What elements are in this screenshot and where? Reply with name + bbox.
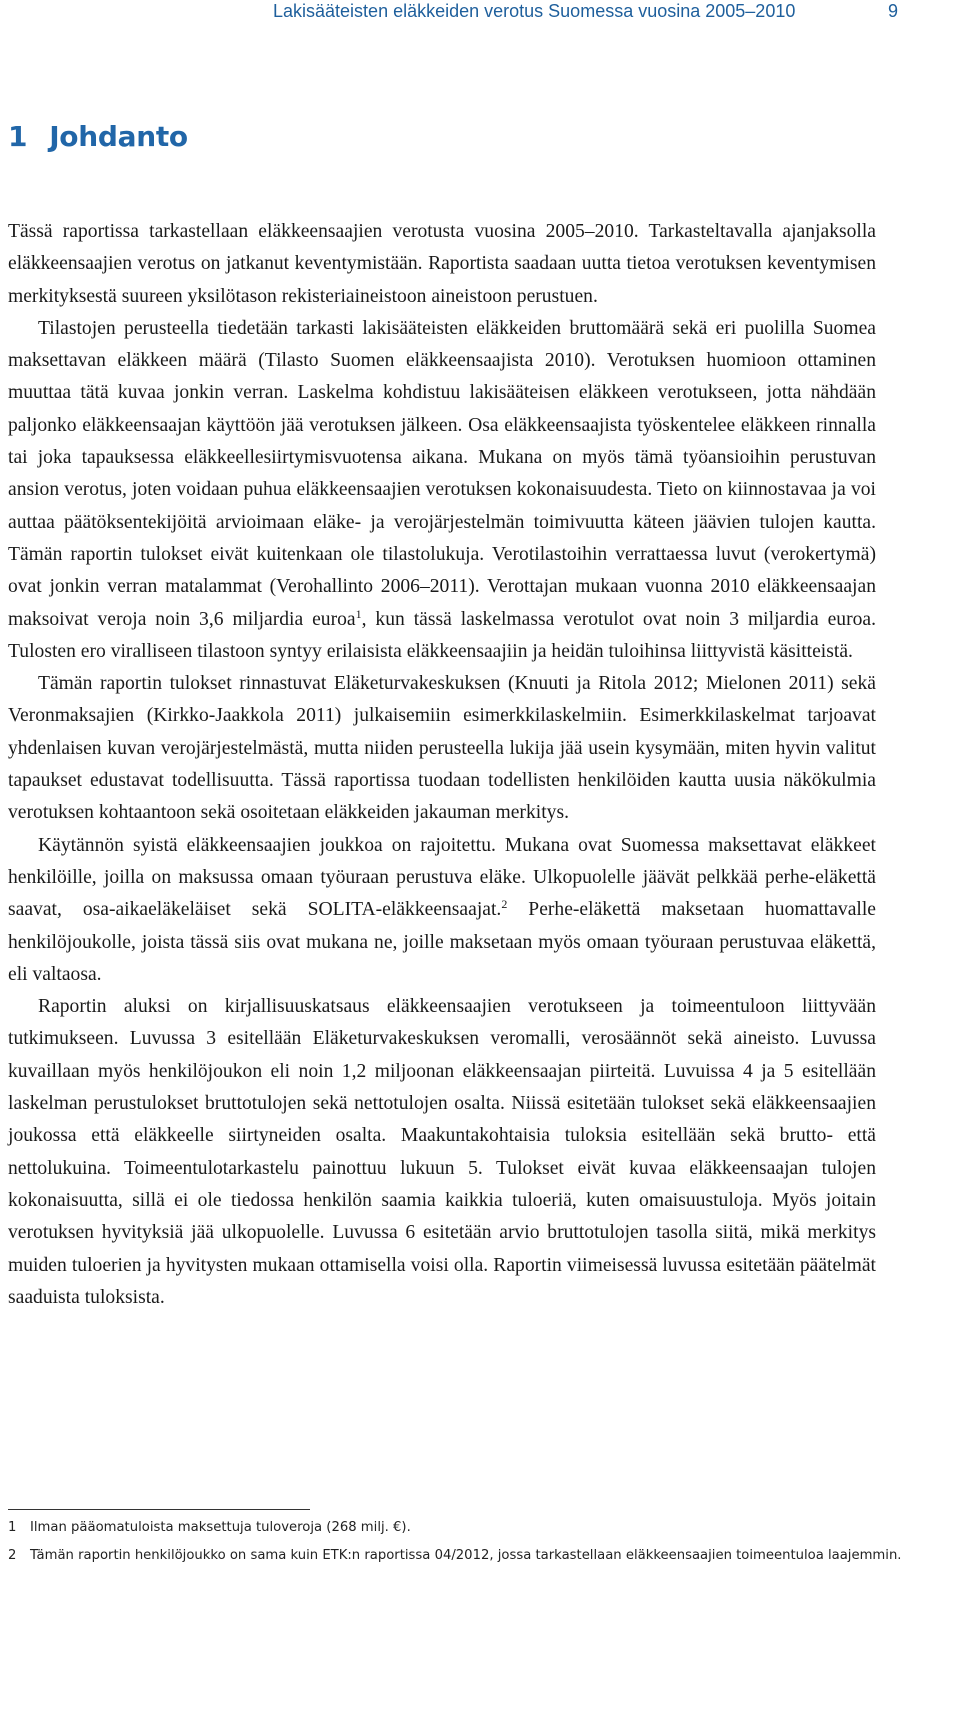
paragraph-text: Tilastojen perusteella tiedetään tarkasti lakisääteisten eläkkeiden bruttomäärä sekä eri puolilla Suomea maksettavan eläkkeen määrä (Tilasto Suomen eläkkeensaajista 2010). Verotuksen huomioon ottaminen muuttaa tätä kuvaa jonkin verran. Laskelma kohdistuu lakisääteisen eläkkeen verotukseen, jotta nähdään paljonko eläkkeensaajan käyttöön jää verotuksen jälkeen. Osa eläkkeensaajista työskentelee eläkkeen rinnalla tai joka tapauksessa eläkkeellesiirtymisvuotensa aikana. Mukana on myös tämä työansioihin perustuvan ansion verotus, joten voidaan puhua eläkkeensaajien verotuksen kokonaisuudesta. Tieto on kiinnostavaa ja voi auttaa päätöksentekijöitä arvioimaan eläke- ja verojärjestelmän toimivuutta käteen jäävien tulojen kautta. Tämän raportin tulokset eivät kuitenkaan ole tilastolukuja. Verotilastoihin verrattaessa luvut (verokertymä) ovat jonkin verran matalammat (Verohallinto 2006–2011). Verottajan mukaan vuonna 2010 eläkkeensaajan maksoivat veroja noin 3,6 miljardia euroa: [8, 317, 876, 630]
footnote-text: Ilman pääomatuloista maksettuja tuloveroja (268 milj. €).: [30, 1520, 411, 1535]
paragraph-text: , kun tässä laskelmassa verotulot ovat noin 3 miljardia euroa. Tulosten ero viralliseen tilastoon syntyy erilaisista eläkkeensaajiin ja heidän tuloihinsa liittyvistä käsitteistä.: [8, 608, 876, 662]
footnote-text: Tämän raportin henkilöjoukko on sama kuin ETK:n raportissa 04/2012, jossa tarkastellaan eläkkeensaajien toimeentuloa laajemmin.: [30, 1548, 902, 1563]
chapter-title: Johdanto: [49, 120, 188, 153]
footnote-number: 2: [8, 1548, 17, 1563]
page-number: 9: [888, 1, 899, 21]
body-text: [8, 216, 876, 1314]
paragraph: [8, 830, 876, 991]
chapter-number: 1: [8, 120, 28, 153]
chapter-heading: [8, 120, 188, 153]
footnote: [8, 1548, 908, 1576]
footnote-divider: [8, 1509, 310, 1510]
paragraph: Raportin aluksi on kirjallisuuskatsaus eläkkeensaajien verotukseen ja toimeentuloon liittyvään tutkimukseen. Luvussa 3 esitellään Eläketurvakeskuksen veromalli, verosäännöt sekä aineisto. Luvussa kuvaillaan myös henkilöjoukon eli noin 1,2 miljoonan eläkkeensaajan piirteitä. Luvuissa 4 ja 5 esitellään laskelman perustulokset bruttotulojen sekä nettotulojen osalta. Niissä esitetään tulokset sekä eläkkeensaajien joukossa että eläkkeelle siirtyneiden osalta. Maakuntakohtaisia tuloksia esitellään sekä brutto- että nettolukuina. Toimeentulotarkastelu painottuu lukuun 5. Tulokset eivät kuvaa eläkkeensaajan tulojen kokonaisuutta, sillä ei ole tiedossa henkilön saamia kaikkia tuloeriä, kuten omaisuustuloja. Myös joitain verotuksen hyvityksiä jää ulkopuolelle. Luvussa 6 esitetään arvio bruttotulojen tasolla siitä, mikä merkitys muiden tuloerien ja hyvitysten mukaan ottamisella voisi olla. Raportin viimeisessä luvussa esitetään päätelmät saaduista tuloksista.: [8, 996, 876, 1308]
paragraph-text: Perhe-eläkettä maksetaan huomattavalle henkilöjoukolle, joista tässä siis ovat mukana ne, joille maksetaan myös omaan työuraan perustuvaa eläkettä, eli valtaosa.: [8, 899, 876, 985]
footnote: [8, 1520, 908, 1548]
paragraph-text: Käytännön syistä eläkkeensaajien joukkoa on rajoitettu. Mukana ovat Suomessa maksettavat eläkkeet henkilöille, joilla on maksussa omaan työuraan perustuva eläke. Ulkopuolelle jäävät pelkkää perhe-eläkettä saavat, osa-aikaeläkeläiset sekä SOLITA-eläkkeensaajat.: [8, 834, 876, 921]
running-title: Lakisääteisten eläkkeiden verotus Suomessa vuosina 2005–2010: [273, 1, 796, 21]
footnote-reference: 1: [355, 606, 362, 621]
footnote-number: 1: [8, 1520, 17, 1535]
paragraph: Tämän raportin tulokset rinnastuvat Eläketurvakeskuksen (Knuuti ja Ritola 2012; Mielonen 2011) sekä Veronmaksajien (Kirkko-Jaakkola 2011) julkaisemiin esimerkkilaskelmiin. Esimerkkilaskelmat tarjoavat yhdenlaisen kuvan verojärjestelmästä, mutta niiden perusteella lukija jää usein kysymään, miten hyvin valitut tapaukset edustavat todellisuutta. Tässä raportissa tuodaan todellisten henkilöiden kautta uusia näkökulmia verotuksen kohtaantoon sekä osoitetaan eläkkeiden jakauman merkitys.: [8, 673, 876, 824]
running-header: [0, 0, 960, 30]
footnote-reference: 2: [501, 897, 508, 912]
paragraph: Tässä raportissa tarkastellaan eläkkeensaajien verotusta vuosina 2005–2010. Tarkasteltavalla ajanjaksolla eläkkeensaajien verotus on jatkanut keventymistään. Raportista saadaan uutta tietoa verotuksen keventymisen merkityksestä suureen yksilötason rekisteriaineistoon aineistoon perustuen.: [8, 221, 876, 307]
paragraph: [8, 313, 876, 668]
footnotes: [8, 1520, 908, 1576]
